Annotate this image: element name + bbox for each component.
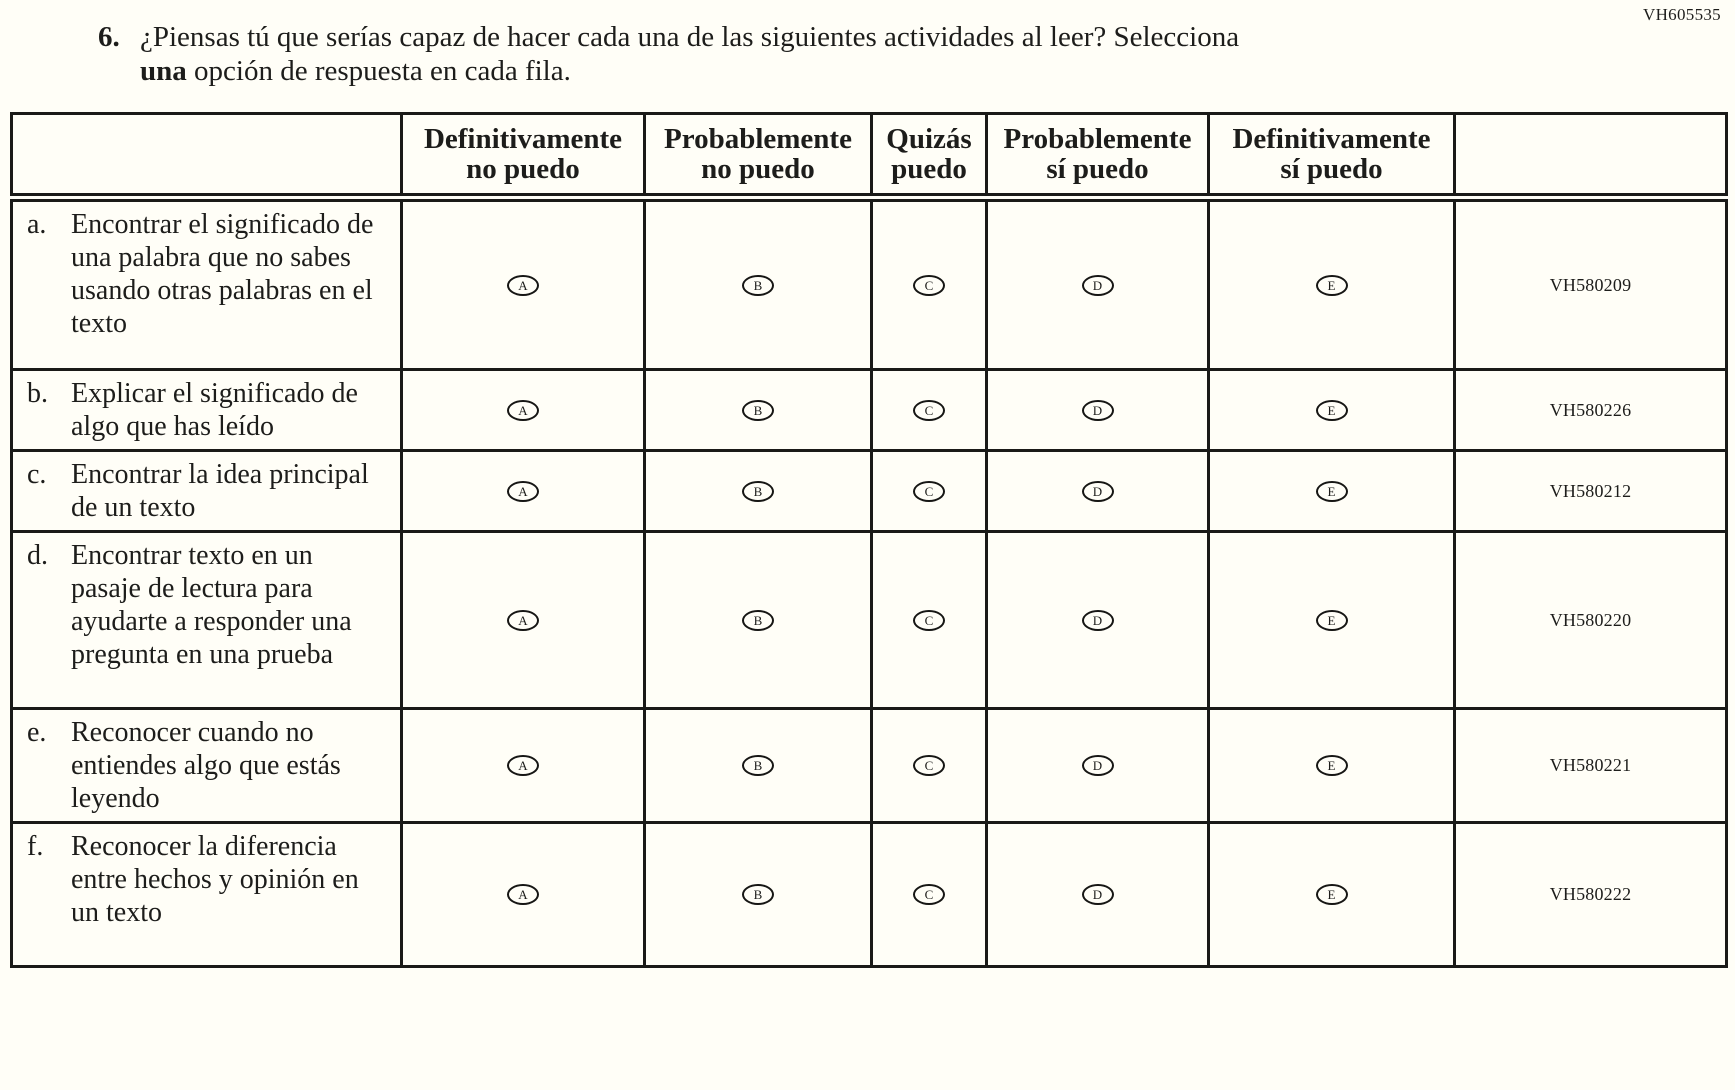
option-bubble-d-B[interactable]	[742, 610, 774, 631]
question-number: 6.	[98, 21, 120, 53]
bubble-letter: D	[1092, 758, 1103, 773]
option-bubble-b-D[interactable]	[1082, 400, 1114, 421]
row-text: Reconocer cuando no entiendes algo que estás leyendo	[71, 717, 341, 814]
bubble-letter: A	[518, 887, 528, 902]
bubble-letter: A	[518, 758, 528, 773]
header-line: Definitivamente	[423, 123, 623, 155]
bubble-letter: B	[753, 277, 763, 293]
header-code-blank	[1455, 114, 1727, 198]
option-bubble-d-A[interactable]	[507, 610, 539, 631]
option-bubble-a-A[interactable]	[507, 275, 539, 296]
option-bubble-f-E[interactable]	[1316, 884, 1348, 905]
cell-e-option-e	[1209, 709, 1455, 823]
cell-f-option-a	[402, 823, 645, 967]
bubble-letter: C	[924, 402, 934, 418]
option-bubble-e-C[interactable]	[913, 755, 945, 776]
option-bubble-c-D[interactable]	[1082, 481, 1114, 502]
cell-a-option-e	[1209, 198, 1455, 370]
row-a-label	[12, 198, 402, 370]
option-bubble-e-E[interactable]	[1316, 755, 1348, 776]
header-line: sí puedo	[1046, 153, 1149, 185]
row-text: Encontrar texto en un pasaje de lectura para ayudarte a responder una pregunta en una prueba	[71, 540, 352, 670]
header-item-blank	[12, 114, 402, 198]
bubble-letter: D	[1092, 483, 1103, 499]
option-bubble-f-B[interactable]	[742, 884, 774, 905]
bubble-letter: A	[518, 612, 528, 628]
cell-e-option-a	[402, 709, 645, 823]
item-code-d: VH580220	[1455, 532, 1727, 709]
bubble-letter: E	[1327, 277, 1336, 293]
cell-d-option-b	[645, 532, 872, 709]
question-block	[0, 0, 1735, 88]
cell-c-option-a	[402, 451, 645, 532]
option-bubble-c-E[interactable]	[1316, 481, 1348, 502]
bubble-letter: D	[1092, 402, 1103, 418]
option-bubble-c-C[interactable]	[913, 481, 945, 502]
question-text	[140, 20, 1255, 88]
cell-b-option-d	[987, 370, 1209, 451]
table-row-f	[12, 823, 1727, 967]
bubble-letter: B	[753, 612, 763, 628]
response-table	[10, 112, 1728, 968]
option-bubble-f-C[interactable]	[913, 884, 945, 905]
header-line: no puedo	[701, 153, 815, 185]
cell-c-option-b	[645, 451, 872, 532]
row-letter: e.	[27, 717, 47, 748]
table-row-d	[12, 532, 1727, 709]
cell-c-option-d	[987, 451, 1209, 532]
option-bubble-b-A[interactable]	[507, 400, 539, 421]
item-code-b: VH580226	[1455, 370, 1727, 451]
table-row-e	[12, 709, 1727, 823]
row-text: Encontrar el significado de una palabra que no sabes usando otras palabras en el texto	[71, 209, 374, 339]
cell-d-option-e	[1209, 532, 1455, 709]
question-text-bold: una	[140, 55, 187, 87]
option-bubble-a-C[interactable]	[913, 275, 945, 296]
item-code-f: VH580222	[1455, 823, 1727, 967]
row-text: Reconocer la diferencia entre hechos y opinión en un texto	[71, 831, 359, 928]
bubble-letter: A	[518, 277, 528, 293]
row-f-label	[12, 823, 402, 967]
header-line: Probablemente	[664, 123, 852, 155]
option-bubble-d-E[interactable]	[1316, 610, 1348, 631]
cell-a-option-a	[402, 198, 645, 370]
header-line: Definitivamente	[1232, 123, 1431, 155]
item-code-c: VH580212	[1455, 451, 1727, 532]
cell-e-option-b	[645, 709, 872, 823]
option-bubble-e-A[interactable]	[507, 755, 539, 776]
option-bubble-c-B[interactable]	[742, 481, 774, 502]
bubble-letter: B	[753, 402, 763, 418]
cell-f-option-d	[987, 823, 1209, 967]
bubble-letter: E	[1327, 402, 1336, 418]
row-d-label	[12, 532, 402, 709]
column-header-probably-cannot	[645, 114, 872, 198]
bubble-letter: E	[1327, 483, 1336, 499]
cell-e-option-c	[872, 709, 987, 823]
cell-d-option-d	[987, 532, 1209, 709]
column-header-probably-can	[987, 114, 1209, 198]
cell-c-option-e	[1209, 451, 1455, 532]
bubble-letter: E	[1327, 612, 1336, 628]
form-code-top-right: VH605535	[1643, 5, 1721, 24]
item-code-a: VH580209	[1455, 198, 1727, 370]
row-e-label	[12, 709, 402, 823]
bubble-letter: C	[924, 277, 934, 293]
question-text-part2: opción de respuesta en cada fila.	[186, 55, 571, 87]
bubble-letter: A	[518, 483, 528, 499]
row-c-label	[12, 451, 402, 532]
bubble-letter: A	[518, 402, 528, 418]
row-letter: a.	[27, 209, 47, 240]
column-header-definitely-can	[1209, 114, 1455, 198]
option-bubble-c-A[interactable]	[507, 481, 539, 502]
header-line: puedo	[891, 153, 967, 185]
bubble-letter: E	[1327, 887, 1336, 902]
cell-b-option-c	[872, 370, 987, 451]
row-letter: c.	[27, 459, 47, 490]
header-line: no puedo	[466, 153, 580, 185]
bubble-letter: B	[753, 483, 763, 499]
cell-a-option-c	[872, 198, 987, 370]
column-header-definitely-cannot	[402, 114, 645, 198]
row-text: Explicar el significado de algo que has leído	[71, 378, 358, 442]
option-bubble-e-B[interactable]	[742, 755, 774, 776]
option-bubble-d-D[interactable]	[1082, 610, 1114, 631]
bubble-letter: C	[924, 887, 934, 902]
header-line: sí puedo	[1280, 153, 1383, 185]
option-bubble-f-D[interactable]	[1082, 884, 1114, 905]
row-letter: d.	[27, 540, 48, 571]
cell-e-option-d	[987, 709, 1209, 823]
bubble-letter: D	[1092, 277, 1103, 293]
option-bubble-f-A[interactable]	[507, 884, 539, 905]
table-row-b	[12, 370, 1727, 451]
cell-c-option-c	[872, 451, 987, 532]
cell-d-option-a	[402, 532, 645, 709]
option-bubble-b-E[interactable]	[1316, 400, 1348, 421]
bubble-letter: D	[1092, 887, 1103, 902]
bubble-letter: C	[924, 483, 934, 499]
bubble-letter: C	[924, 612, 934, 628]
column-header-maybe-can	[872, 114, 987, 198]
cell-f-option-b	[645, 823, 872, 967]
bubble-letter: D	[1092, 612, 1103, 628]
option-bubble-a-B[interactable]	[742, 275, 774, 296]
item-code-e: VH580221	[1455, 709, 1727, 823]
cell-a-option-b	[645, 198, 872, 370]
bubble-letter: E	[1327, 758, 1336, 773]
header-line: Quizás	[886, 123, 972, 155]
option-bubble-d-C[interactable]	[913, 610, 945, 631]
row-text: Encontrar la idea principal de un texto	[71, 459, 369, 523]
cell-b-option-e	[1209, 370, 1455, 451]
header-line: Probablemente	[1003, 123, 1192, 155]
table-row-c	[12, 451, 1727, 532]
bubble-letter: B	[753, 887, 763, 902]
option-bubble-b-C[interactable]	[913, 400, 945, 421]
option-bubble-a-D[interactable]	[1082, 275, 1114, 296]
row-letter: b.	[27, 378, 48, 409]
table-row-a	[12, 198, 1727, 370]
cell-b-option-b	[645, 370, 872, 451]
cell-a-option-d	[987, 198, 1209, 370]
option-bubble-a-E[interactable]	[1316, 275, 1348, 296]
bubble-letter: C	[924, 758, 934, 773]
row-letter: f.	[27, 831, 44, 862]
row-b-label	[12, 370, 402, 451]
cell-f-option-c	[872, 823, 987, 967]
header-row	[12, 114, 1727, 198]
option-bubble-b-B[interactable]	[742, 400, 774, 421]
cell-d-option-c	[872, 532, 987, 709]
option-bubble-e-D[interactable]	[1082, 755, 1114, 776]
cell-f-option-e	[1209, 823, 1455, 967]
bubble-letter: B	[753, 758, 763, 773]
cell-b-option-a	[402, 370, 645, 451]
question-text-part1: ¿Piensas tú que serías capaz de hacer cada una de las siguientes actividades al leer? Selecciona	[140, 21, 1240, 53]
